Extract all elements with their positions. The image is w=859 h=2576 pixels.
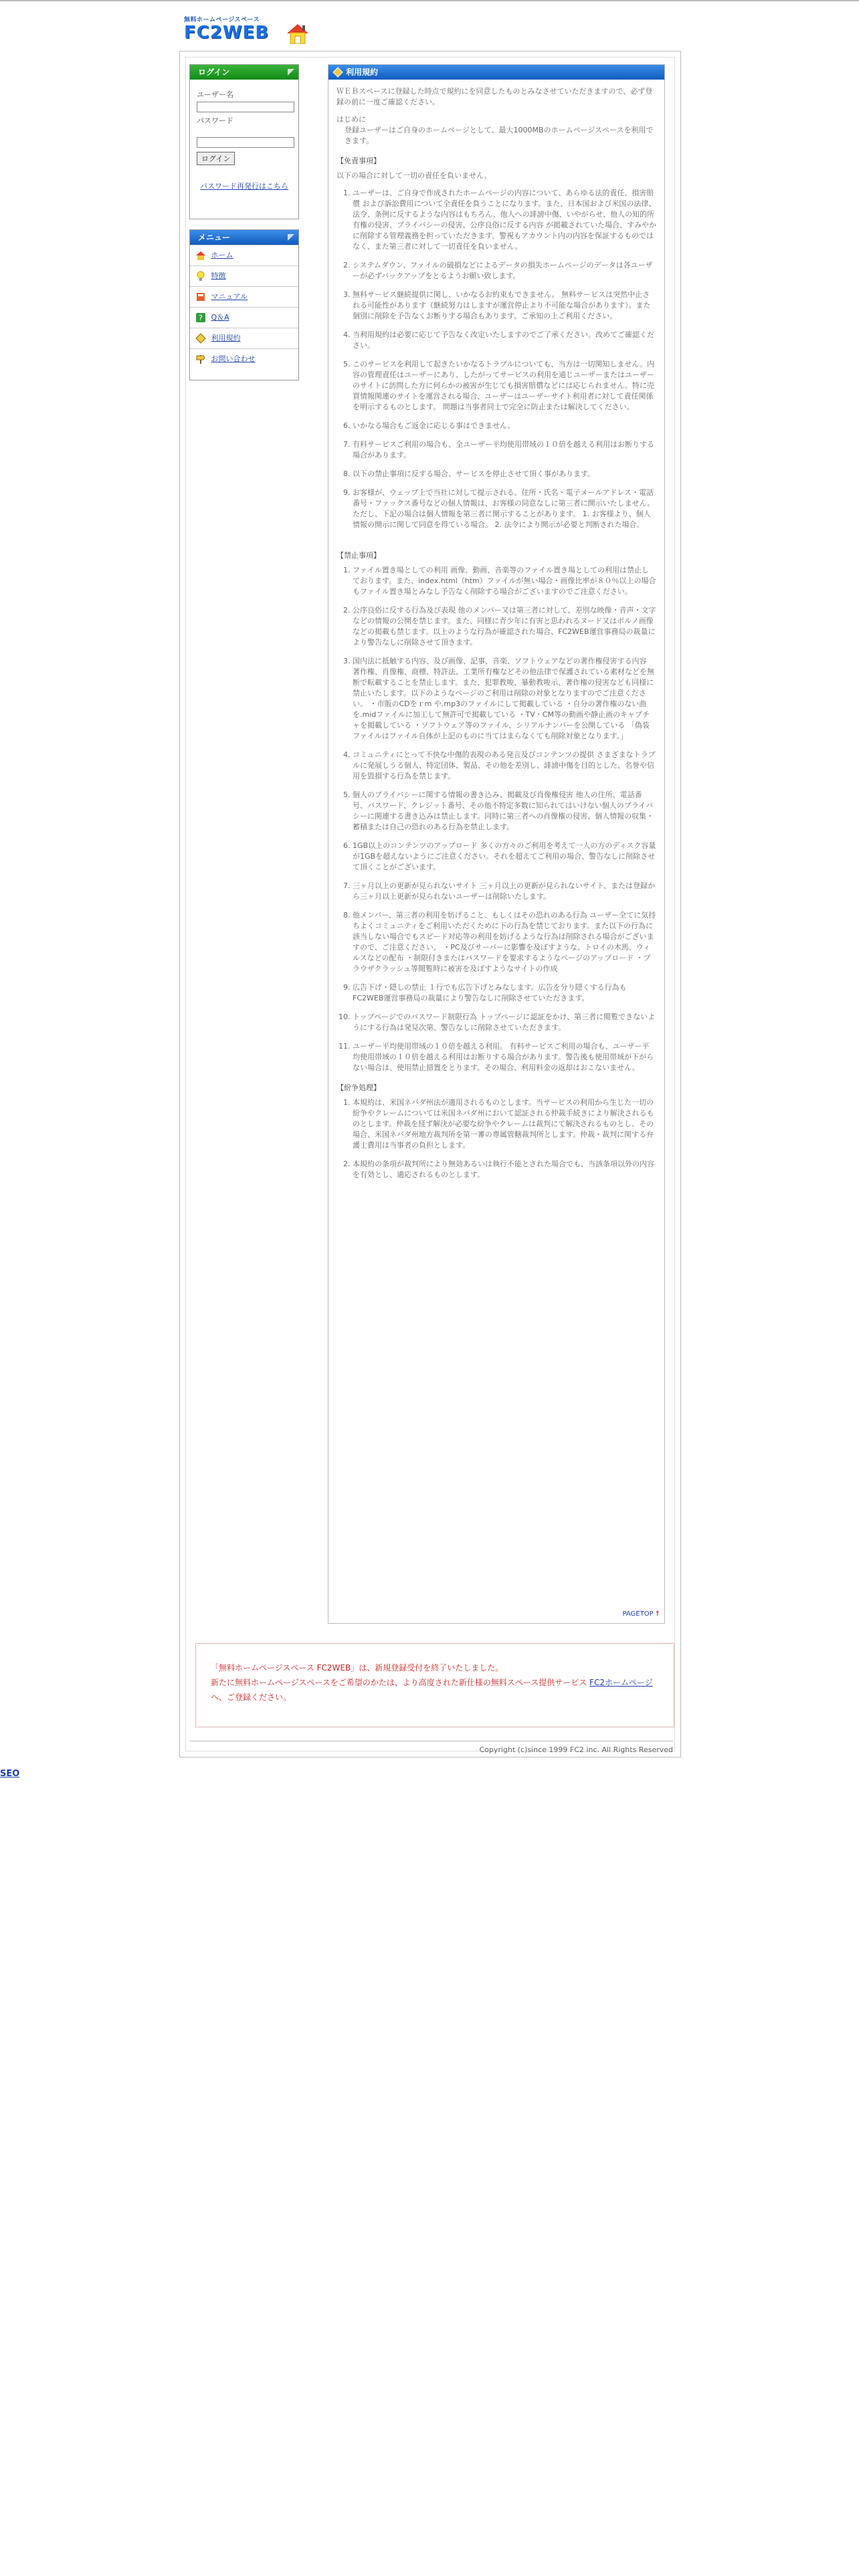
list-item: 9. お客様が、ウェッブ上で当社に対して提示される、住所・氏名・電子メールアドレス・電話番号・ファックス番号などの個人情報は、お客様の同意なしに第三者に開示いたしません。 ただし、下記の場合は個人情報を第三者に開示することがあります。 1. お客様より、個人情報の開示に関して同意を得ている場合。 2. 法令により開示が必要と判断された場合。 xyxy=(353,488,656,530)
signpost-icon xyxy=(195,354,206,364)
intro-text: ＷＥＢスペースに登録した時点で規約にを同意したものとみなさせていただきますので、必ず登録の前に一度ご確認ください。 xyxy=(337,87,653,106)
logo-tagline: 無料ホームページスペース xyxy=(184,17,260,23)
menu-link-home[interactable]: ホーム xyxy=(211,251,233,259)
list-item: 8. 以下の禁止事項に反する場合、サービスを停止させて頂く事があります。 xyxy=(353,469,656,479)
list-item: 4. 当利用規約は必要に応じて予告なく改定いたしますのでご了承ください。改めてご確認ください。 xyxy=(353,330,656,351)
book-icon xyxy=(195,292,206,302)
hajimeni-text: 登録ユーザーはご自身のホームページとして、最大1000MBのホームページスペースを利用できます。 xyxy=(345,126,654,145)
login-title-text: ログイン xyxy=(198,68,230,77)
login-button[interactable]: ログイン xyxy=(197,152,235,165)
password-input[interactable] xyxy=(197,137,294,148)
menu-item-terms[interactable] xyxy=(190,328,298,348)
diamond-icon xyxy=(195,333,206,344)
list-item: 9. 広告下げ・隠しの禁止 １行でも広告下げとみなします。広告を分り隠くする行為もFC2WEB運営事務局の裁量により警告なしに削除させていただきます。 xyxy=(353,982,656,1004)
list-item: 7. 三ヶ月以上の更新が見られないサイト 三ヶ月以上の更新が見られないサイト、または登録から三ヶ月以上更新が見られないユーザーは削除いたします。 xyxy=(353,881,656,902)
username-label: ユーザー名 xyxy=(197,90,233,99)
disclaimer-lead: 以下の場合に対して一切の責任を負いません。 xyxy=(337,171,492,180)
list-item: 2. 公序良俗に反する行為及び表現 他のメンバー又は第三者に対して、差別な映像・音声・文字などの情報の公開を禁じます。また、同様に青少年に有害と思われるヌード又はポルノ画像などの掲載も禁じます。以上のような行為が確認された場合、FC2WEB運営事務局の裁量により警告なしに削除させて頂きます。 xyxy=(353,605,656,648)
top-border xyxy=(0,0,859,1)
list-item: 5. 個人のプライバシーに関する情報の書き込み、掲載及び肖像権侵害 他人の住所、電話番号、パスワード、クレジット番号、その他不特定多数に知られてはいけない個人のプライバシーに関連する書き込みは禁止します。同時に第三者への肖像権の侵害、個人情報の収集・蓄積または自己の恐れのある行為を禁止します。 xyxy=(353,790,656,833)
house-icon xyxy=(284,21,311,45)
disclaimer-heading: 【免責事項】 xyxy=(337,156,381,165)
page-title: 利用規約 xyxy=(346,68,379,77)
notice-line-2-prefix: 新たに無料ホームページスペースをご希望のかたは、より高度された新仕様の無料スペース提供サービス xyxy=(211,1678,587,1687)
menu-panel xyxy=(189,229,299,381)
list-item: 2. 本規約の条項が裁判所により無効あるいは執行不能とされた場合でも、当該条項以外の内容を有効とし、適応されるものとします。 xyxy=(353,1159,656,1180)
svg-text:?: ? xyxy=(199,314,203,322)
arrow-up-icon: ↑ xyxy=(654,1610,660,1618)
question-icon xyxy=(195,312,206,323)
corner-arrow-icon xyxy=(288,69,294,76)
list-item: 8. 他メンバー、第三者の利用を妨げること、もしくはその恐れのある行為 ユーザー全てに気持ちよくコミュニティをご利用いただくために下の行為を禁じております。また以下の行為に該当しない場合でもスピード対応等の利用を妨げるような行為は削除される場合がございますので、ご注意ください。 ・PC及びサーバーに影響を及ぼすような、トロイの木馬、ウィルスなどの配布 ・制限付きまたはパスワードを要求するようなページのアップロード ・ブラウザクラッシュ等閲覧時に被害を及ぼすようなサイトの作成 xyxy=(353,910,656,974)
corner-arrow-icon xyxy=(288,234,294,241)
list-item: 10. トップページでのパスワード制限行為 トップページに認証をかけ、第三者に閲覧できないようにする行為は発見次第、警告なしに削除させていただきます。 xyxy=(353,1012,656,1033)
dispute-heading: 【紛争処理】 xyxy=(337,1083,381,1092)
content-title-bar xyxy=(328,65,664,80)
list-item: 1. ユーザーは、ご自身で作成されたホームページの内容について、あらゆる法的責任、損害賠償 および訴訟費用について全責任を負うことになります。また、日本国および米国の法律、法令、条例に反するような内容はもちろん、他人への誹謗中傷、いやがらせ、他人の知的所有権の侵害、プライバシーの侵害、公序良俗に反する内容 が掲載されていた場合、すみやかに削除する管理義務を担っていただきます。警視もアカウント内の内容を保証するものではなく、また第三者に対して一切責任を負いません。 xyxy=(353,188,656,252)
registration-closed-notice xyxy=(195,1643,674,1727)
list-item: 1. ファイル置き場としての利用 画像、動画、音楽等のファイル置き場としての利用は禁止しております。また、index.html（htm）ファイルが無い場合・画像比率が８０％以上の場合もファイル置き場とみなし予告なく削除する場合がございますのでご注意ください。 xyxy=(353,565,656,597)
list-item: 3. 国内法に抵触する内容、及び画像、記事、音楽、ソフトウェアなどの著作権侵害する内容 著作権、肖像権、商標、特許法、工業所有権などその他法律で保護されている素材などを無断で転載することを禁止します。また、犯罪教唆、暴動教唆示、著作権の侵害なども同様に禁止いたします。以下のようなページのご利用は削除の対象となりますのでご注意ください。 ・市販のCDをｒm や.mp3のファイルにして掲載している ・自分の著作権のない曲を.midファイルに加工して無許可で掲載している ・TV・CM等の動画や静止画のキャプチャを掲載している ・ソフトウェア等のファイル、シリアルナンバーを公開している 「偽装ファイルはファイル自体が上記のものに当てはまらなくても削除対象となります。」 xyxy=(353,656,656,742)
list-item: 6. いかなる場合もご返金に応じる事はできません。 xyxy=(353,421,656,431)
menu-link-qa[interactable]: Q＆A xyxy=(211,313,229,322)
site-logo[interactable] xyxy=(184,15,318,48)
menu-item-manual[interactable] xyxy=(190,286,298,307)
diamond-icon xyxy=(332,67,343,78)
menu-link-features[interactable]: 特徴 xyxy=(211,272,226,280)
notice-line-1: 「無料ホームページスペース FC2WEB」は、新規登録受付を終了いたしました。 xyxy=(211,1663,504,1673)
username-input[interactable] xyxy=(197,102,294,112)
menu-link-manual[interactable]: マニュアル xyxy=(211,292,248,301)
lightbulb-icon xyxy=(195,271,206,282)
disclaimer-list xyxy=(337,188,656,530)
prohibited-list xyxy=(337,565,656,1073)
menu-item-home[interactable] xyxy=(190,245,298,265)
menu-panel-title xyxy=(190,230,298,245)
hajimeni-heading: はじめに xyxy=(337,115,366,124)
pagetop-label: PAGETOP xyxy=(622,1610,654,1618)
home-icon xyxy=(195,250,206,261)
list-item: 3. 無料サービス継続提供に関し、いかなるお約束もできません。 無料サービスは突然中止される可能性があります（継続努力はしますが運営停止より不可能な場合があります）。また個別に削除を予告なくお断りする場合もあります。ご承知の上ご利用ください。 xyxy=(353,290,656,322)
menu-link-terms[interactable]: 利用規約 xyxy=(211,334,241,342)
login-panel-title xyxy=(190,65,298,80)
terms-content-panel xyxy=(328,64,665,1624)
menu-link-contact[interactable]: お問い合わせ xyxy=(211,354,256,363)
password-label: パスワード xyxy=(197,116,233,125)
login-panel xyxy=(189,64,299,219)
menu-title-text: メニュー xyxy=(198,233,231,242)
menu-item-qa[interactable] xyxy=(190,307,298,328)
list-item: 5. このサービスを利用して起きたいかなるトラブルについても、当方は一切関知しません。内容の管理責任はユーザーにあり、したがってサービスの利用を通じユーザーまたはユーザーのサイトに訪問した方に何らかの被害が生じても損害賠償などには応じられません。特に売買情報関連のサイトを運営される場合、ユーザーはユーザーサイト利用者に対して責任関係を明示するものとします。 問題は当事者同士で完全に防止または解決してください。 xyxy=(353,359,656,413)
seo-link[interactable]: SEO xyxy=(0,1769,20,1779)
menu-item-contact[interactable] xyxy=(190,348,298,369)
password-reissue-link[interactable]: パスワード再発行はこちら xyxy=(200,182,288,191)
list-item: 11. ユーザー平均使用帯域の１０倍を越える利用。 有料サービスご利用の場合も、ユーザー平均使用帯域の１０倍を越える利用はお断りする場合があります。警告後も使用帯域が下がらない場合は、使用禁止措置をとります。その場合、利用料金の返却はおこないません。 xyxy=(353,1041,656,1073)
pagetop-link[interactable] xyxy=(622,1610,660,1618)
menu-item-features[interactable] xyxy=(190,265,298,286)
list-item: 4. コミュニティにとって不快な中傷的表現のある発言及びコンテンツの提供 さまざまなトラブルに発展しうる個人、特定団体、製品、その他を差別し、誹謗中傷を目的とした、名誉や信用を毀損する行為を禁じます。 xyxy=(353,750,656,782)
notice-line-2-suffix: へ、ご登録ください。 xyxy=(211,1693,292,1702)
dispute-list xyxy=(337,1097,656,1180)
list-item: 6. 1GB以上のコンテンツのアップロード 多くの方々のご利用を考えて一人の方のディスク容量が1GBを超えないようにご注意ください。それを超えてご利用の場合、警告なしに削除させて頂くことがございます。 xyxy=(353,841,656,873)
fc2-homepage-link[interactable]: FC2ホームページ xyxy=(589,1678,653,1687)
prohibited-heading: 【禁止事項】 xyxy=(337,551,381,560)
copyright-text: Copyright (c)since 1999 FC2 inc. All Rights Reserved xyxy=(479,1745,673,1754)
list-item: 7. 有料サービスご利用の場合も、全ユーザー平均使用帯域の１０倍を越える利用はお断りする場合があります。 xyxy=(353,439,656,461)
logo-name: FC2WEB xyxy=(184,23,270,43)
list-item: 2. システムダウン、ファイルの破損などによるデータの損失ホームページのデータは各ユーザーが必ずバックアップをとるようお願い致します。 xyxy=(353,260,656,282)
list-item: 1. 本規約は、米国ネバダ州法が適用されるものとします。当サービスの利用から生じた一切の紛争やクレームについては米国ネバダ州において認証される仲裁手続きにより解決されるものとします。仲裁を経ず解決が必要な紛争やクレームは裁判にて解決されるものとし、その場合、米国ネバダ州地方裁判所を第一審の専属管轄裁判所とします。仲裁・裁判に関する弁護士費用は当事者の負担とします。 xyxy=(353,1097,656,1151)
